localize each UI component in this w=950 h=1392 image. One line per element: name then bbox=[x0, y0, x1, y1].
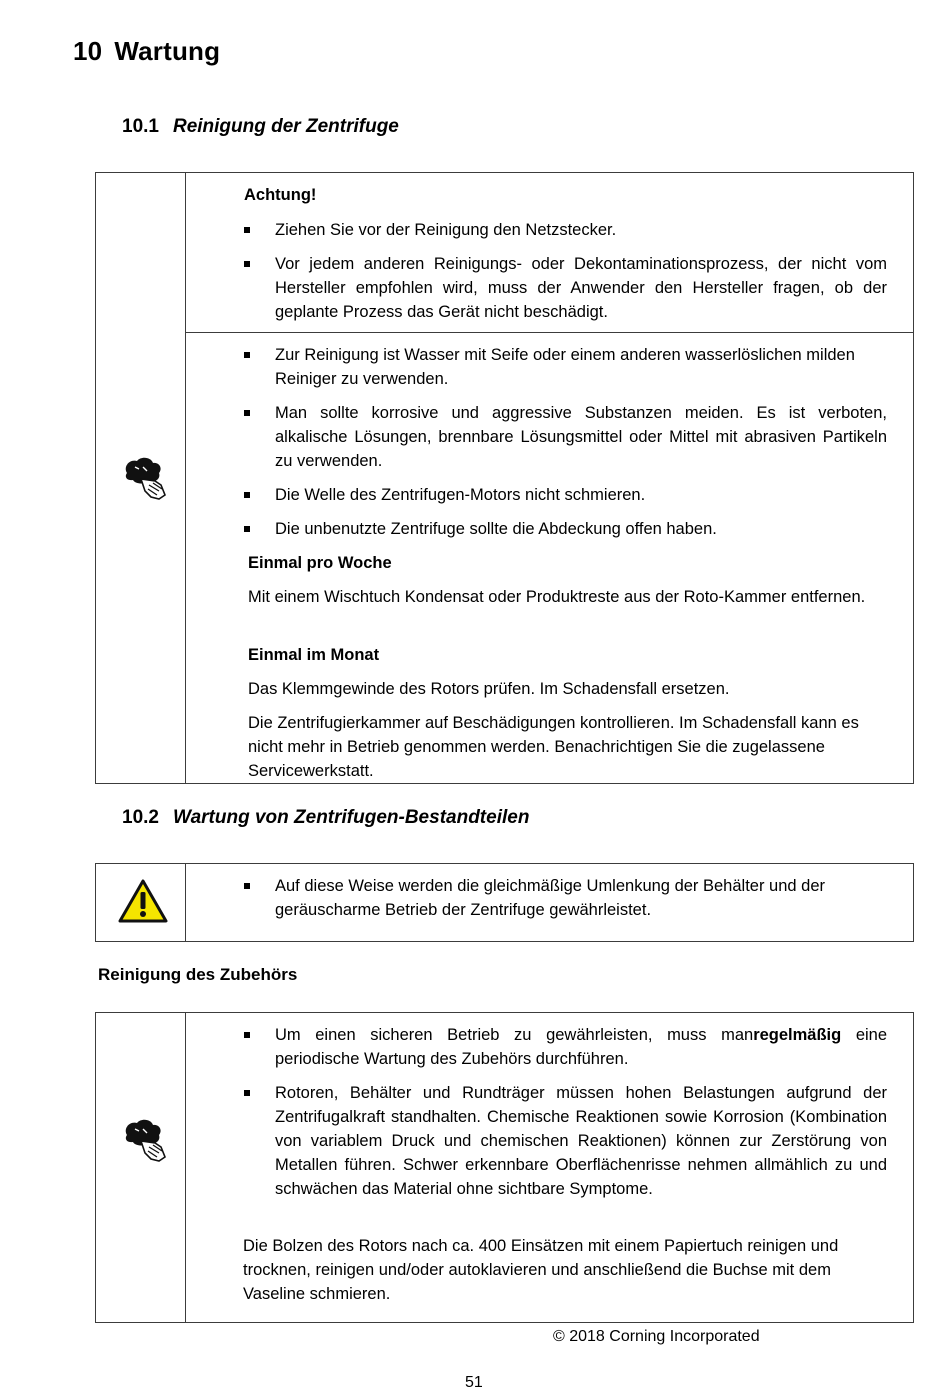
weekly-title: Einmal pro Woche bbox=[248, 554, 392, 572]
item-text: Um einen sicheren Betrieb zu gewährleisten, muss man bbox=[275, 1026, 754, 1044]
list-item: Auf diese Weise werden die gleichmäßige Umlenkung der Behälter und der geräuscharme Betrieb der Zentrifuge gewährleistet. bbox=[275, 877, 826, 919]
section-number: 10.1 bbox=[122, 116, 159, 137]
page-number: 51 bbox=[465, 1374, 483, 1391]
bullet bbox=[244, 1090, 250, 1096]
section-number: 10.2 bbox=[122, 807, 159, 828]
accessories-heading: Reinigung des Zubehörs bbox=[98, 965, 298, 984]
section-title: Reinigung der Zentrifuge bbox=[172, 116, 399, 137]
hand-wiping-icon bbox=[121, 455, 169, 501]
weekly-text: Mit einem Wischtuch Kondensat oder Produktreste aus der Roto-Kammer entfernen. bbox=[248, 588, 866, 606]
list-item: Die Welle des Zentrifugen-Motors nicht schmieren. bbox=[275, 486, 646, 504]
chapter-number: 10 bbox=[73, 36, 103, 66]
monthly-text-1: Das Klemmgewinde des Rotors prüfen. Im Schadensfall ersetzen. bbox=[248, 680, 730, 698]
section-heading-10-1 bbox=[122, 116, 399, 138]
list-item: Man sollte korrosive und aggressive Substanzen meiden. Es ist verboten, alkalische Lösungen, brennbare Lösungsmittel oder Mittel mit abrasiven Partikeln zu verwenden. bbox=[275, 404, 887, 470]
list-item: Rotoren, Behälter und Rundträger müssen hohen Belastungen aufgrund der Zentrifugalkraft standhalten. Chemische Reaktionen sowie Korrosion (Kombination von variablem Druck und chemischen Reaktionen) können zur Zerstörung von Metallen führen. Schwer erkennbare Oberflächenrisse nehmen allmählich zu und schwächen das Material ohne sichtbare Symptome. bbox=[275, 1084, 887, 1198]
bullet bbox=[244, 227, 250, 233]
bullet bbox=[244, 526, 250, 532]
section-title: Wartung von Zentrifugen-Bestandteilen bbox=[172, 807, 530, 828]
caution-title: Achtung! bbox=[244, 186, 317, 204]
section-heading-10-2 bbox=[122, 807, 529, 829]
warning-triangle-icon bbox=[118, 879, 168, 923]
bullet bbox=[244, 352, 250, 358]
list-item: Zur Reinigung ist Wasser mit Seife oder einem anderen wasserlöslichen milden Reiniger zu verwenden. bbox=[275, 346, 855, 388]
bullet bbox=[244, 883, 250, 889]
bullet bbox=[244, 261, 250, 267]
caution-item: Ziehen Sie vor der Reinigung den Netzstecker. bbox=[275, 221, 617, 239]
caution-item: Vor jedem anderen Reinigungs- oder Dekontaminationsprozess, der nicht vom Hersteller empfohlen wird, muss der Anwender den Hersteller fragen, ob der geplante Prozess das Gerät nicht beschädigt. bbox=[275, 255, 887, 321]
closing-text: Die Bolzen des Rotors nach ca. 400 Einsätzen mit einem Papiertuch reinigen und trocknen, reinigen und/oder autoklavieren und anschließend die Buchse mit dem Vaseline schmieren. bbox=[243, 1237, 839, 1303]
bullet bbox=[244, 1032, 250, 1038]
list-item: Die unbenutzte Zentrifuge sollte die Abdeckung offen haben. bbox=[275, 520, 717, 538]
copyright: © 2018 Corning Incorporated bbox=[553, 1328, 760, 1345]
bullet bbox=[244, 410, 250, 416]
monthly-title: Einmal im Monat bbox=[248, 646, 380, 664]
list-item bbox=[275, 1023, 887, 1071]
item-text: eine periodische Wartung des Zubehörs durchführen. bbox=[275, 1026, 888, 1068]
chapter-title: Wartung bbox=[114, 36, 221, 66]
bullet bbox=[244, 492, 250, 498]
hand-wiping-icon bbox=[121, 1117, 169, 1163]
chapter-heading bbox=[73, 36, 220, 67]
monthly-text-2: Die Zentrifugierkammer auf Beschädigungen kontrollieren. Im Schadensfall kann es nicht mehr in Betrieb genommen werden. Benachrichtigen Sie die zugelassene Servicewerkstatt. bbox=[248, 714, 859, 780]
item-emphasis: regelmäßig bbox=[753, 1026, 842, 1044]
